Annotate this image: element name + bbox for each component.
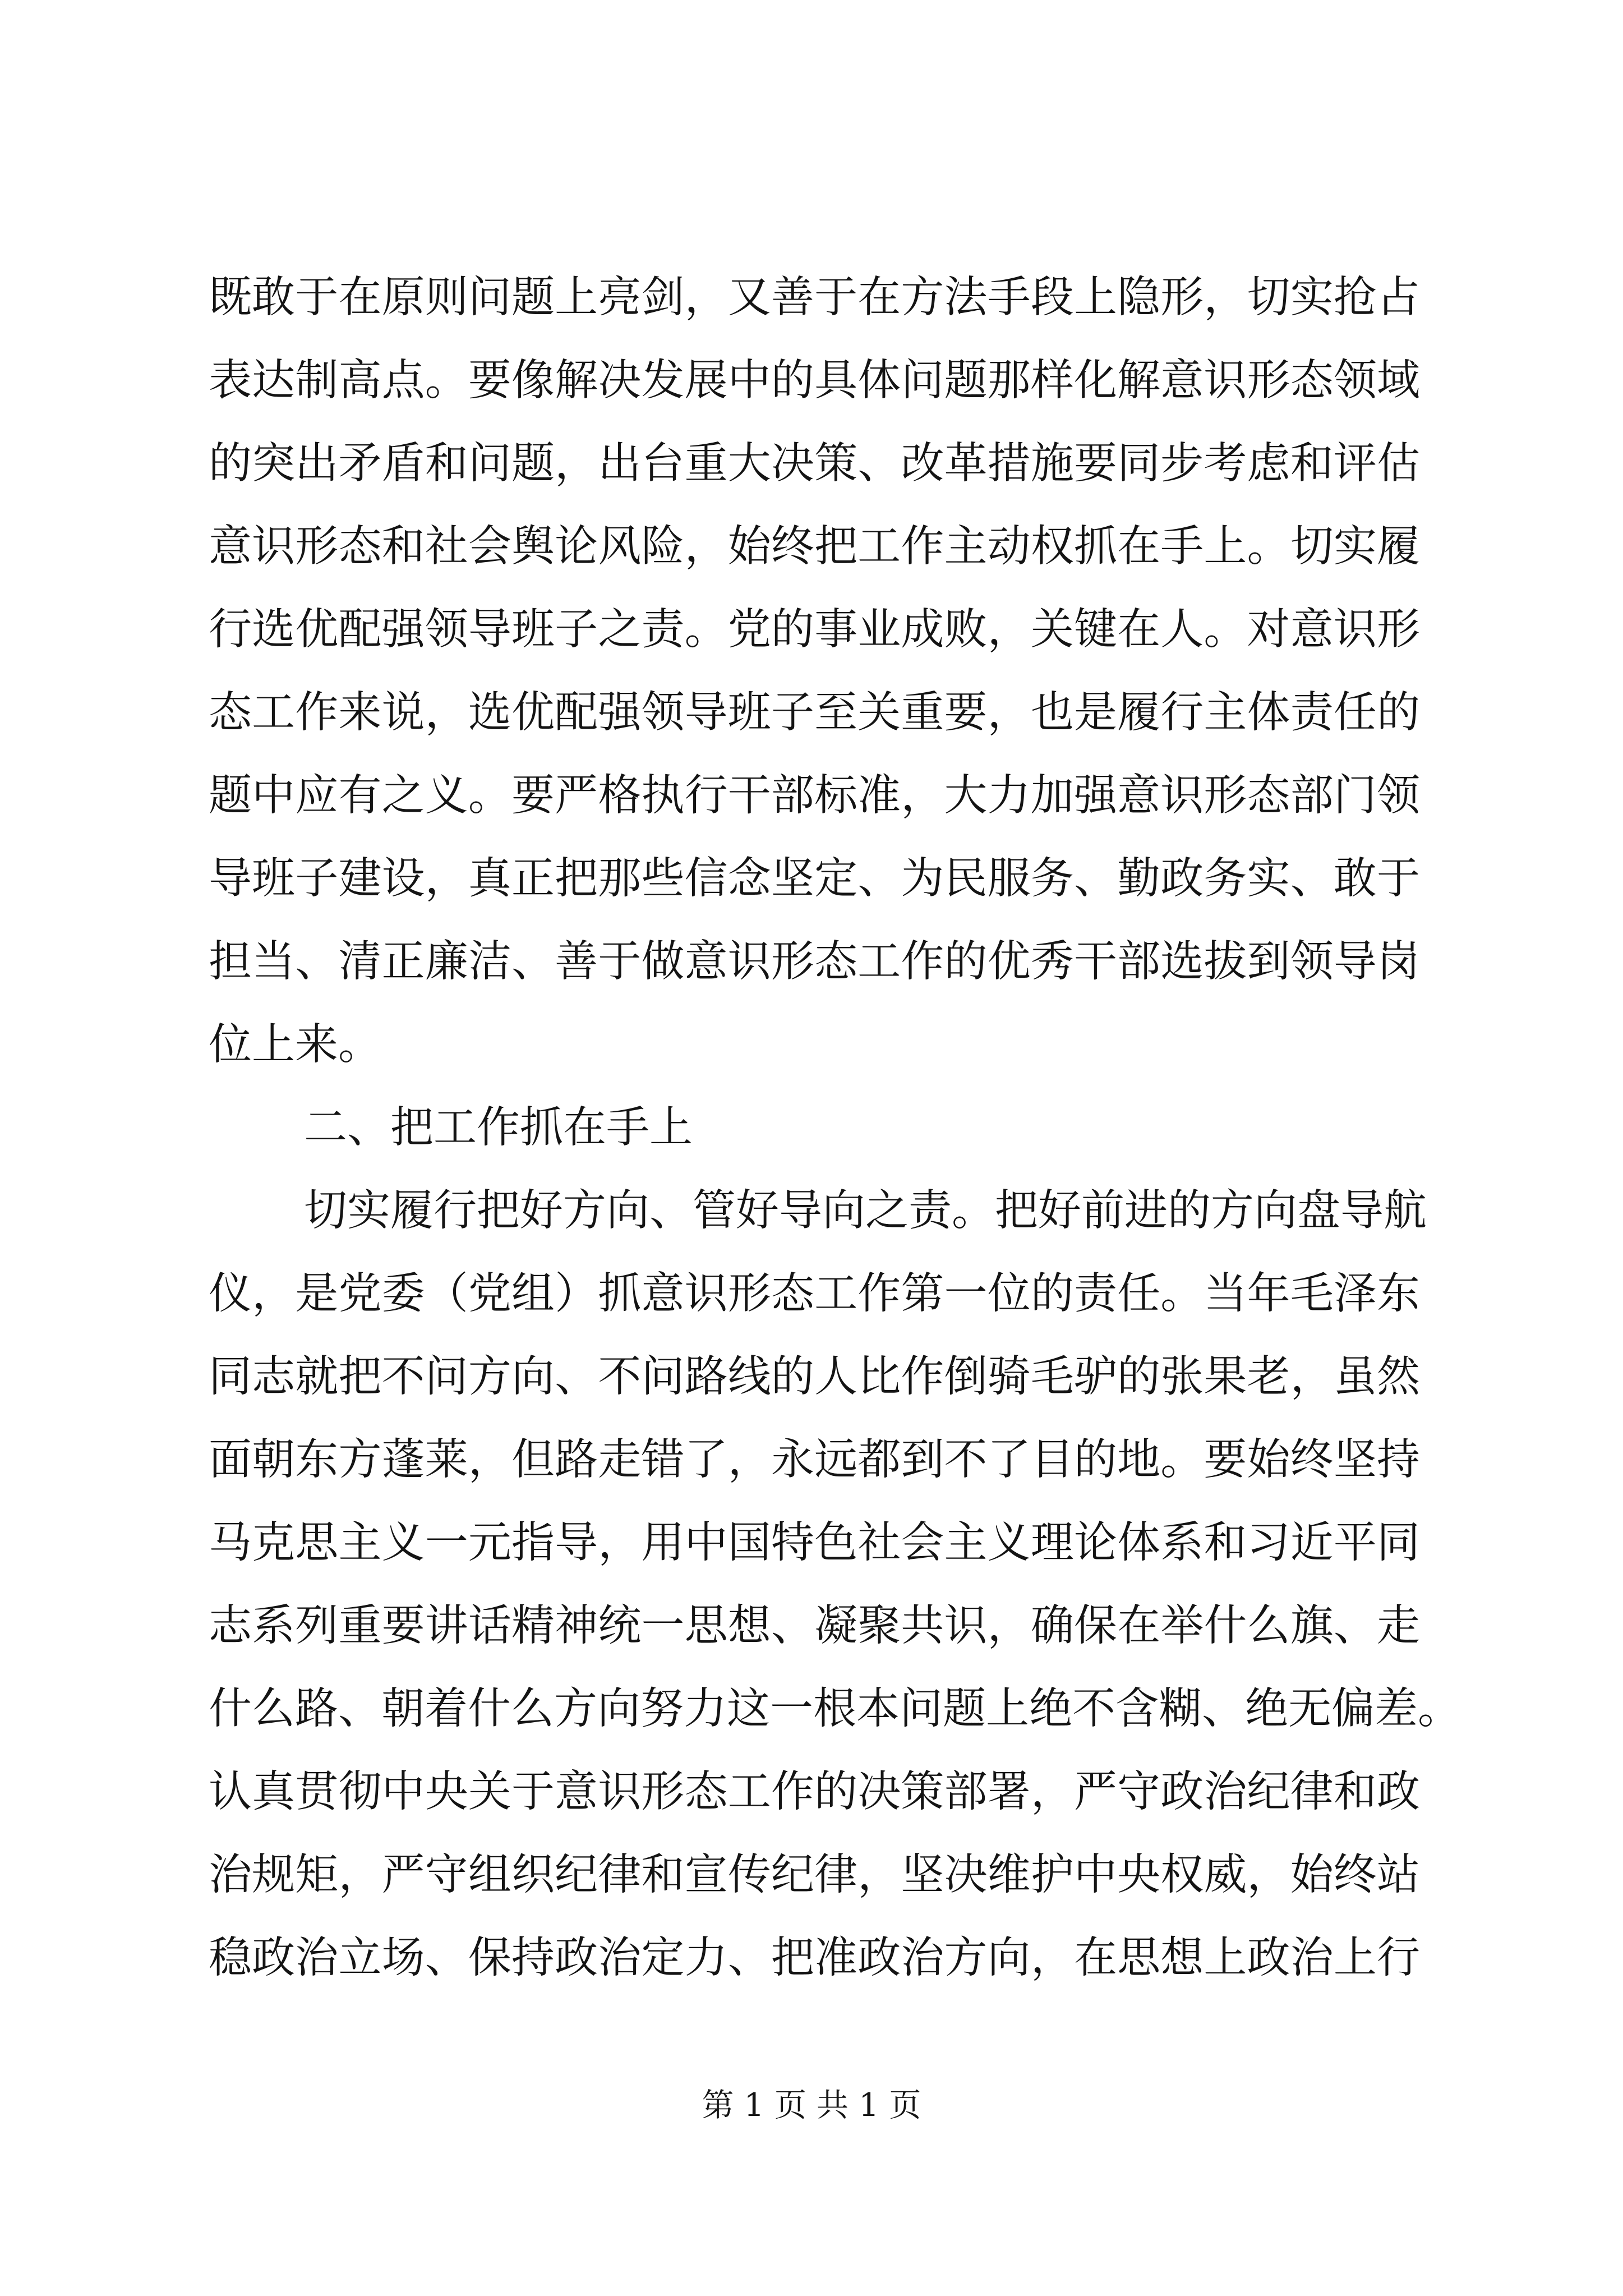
text-line: 态工作来说，选优配强领导班子至关重要，也是履行主体责任的 (209, 688, 1420, 738)
text-line: 稳政治立场、保持政治定力、把准政治方向，在思想上政治上行 (209, 1933, 1420, 1983)
section-heading: 二、把工作抓在手上 (304, 1103, 693, 1153)
text-line: 治规矩，严守组织纪律和宣传纪律，坚决维护中央权威，始终站 (209, 1850, 1420, 1900)
text-line-paragraph-end: 位上来。 (209, 1020, 381, 1070)
text-line: 仪，是党委（党组）抓意识形态工作第一位的责任。当年毛泽东 (209, 1269, 1420, 1319)
text-line: 什么路、朝着什么方向努力这一根本问题上绝不含糊、绝无偏差。 (209, 1684, 1461, 1734)
text-line: 意识形态和社会舆论风险，始终把工作主动权抓在手上。切实履 (209, 522, 1420, 572)
text-line-paragraph-start: 切实履行把好方向、管好导向之责。把好前进的方向盘导航 (304, 1186, 1427, 1236)
text-line: 行选优配强领导班子之责。党的事业成败，关键在人。对意识形 (209, 605, 1420, 655)
text-line: 同志就把不问方向、不问路线的人比作倒骑毛驴的张果老，虽然 (209, 1352, 1420, 1402)
text-line: 马克思主义一元指导，用中国特色社会主义理论体系和习近平同 (209, 1518, 1420, 1568)
text-line: 担当、清正廉洁、善于做意识形态工作的优秀干部选拔到领导岗 (209, 937, 1420, 987)
text-line: 志系列重要讲话精神统一思想、凝聚共识，确保在举什么旗、走 (209, 1601, 1420, 1651)
text-line: 表达制高点。要像解决发展中的具体问题那样化解意识形态领域 (209, 356, 1420, 406)
page-footer: 第 1 页 共 1 页 (702, 2087, 921, 2124)
text-line: 导班子建设，真正把那些信念坚定、为民服务、勤政务实、敢于 (209, 854, 1420, 904)
text-line: 的突出矛盾和问题，出台重大决策、改革措施要同步考虑和评估 (209, 439, 1420, 489)
text-line: 题中应有之义。要严格执行干部标准，大力加强意识形态部门领 (209, 771, 1420, 821)
text-line: 认真贯彻中央关于意识形态工作的决策部署，严守政治纪律和政 (209, 1767, 1420, 1817)
text-line: 面朝东方蓬莱，但路走错了，永远都到不了目的地。要始终坚持 (209, 1435, 1420, 1485)
text-line: 既敢于在原则问题上亮剑，又善于在方法手段上隐形，切实抢占 (209, 273, 1420, 323)
